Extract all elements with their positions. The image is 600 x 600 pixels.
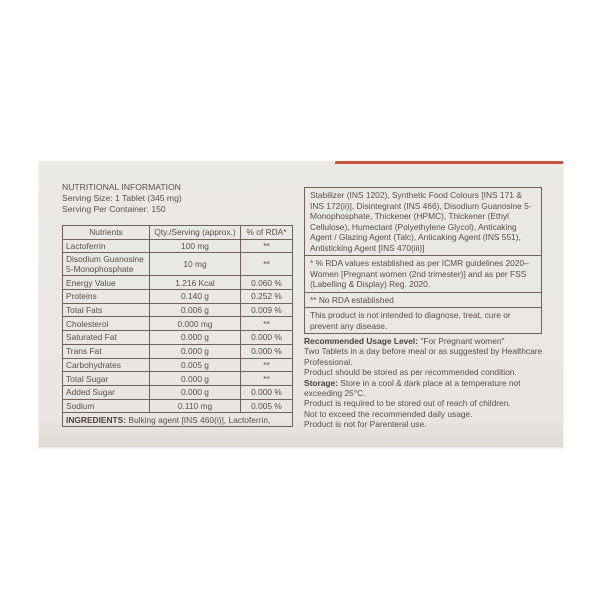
nutrient-quantity: 1.216 Kcal bbox=[150, 276, 241, 290]
dose-text: Two Tablets in a day before meal or as suggested by Healthcare Professional. bbox=[304, 346, 543, 367]
rda-note: * % RDA values established as per ICMR guidelines 2020–Women [Pregnant women (2nd trimester)] and as per FSS (Labelling & Display) Reg. 2020. bbox=[305, 256, 541, 293]
nutrient-rda: ** bbox=[241, 317, 293, 331]
nutrient-rda: ** bbox=[241, 372, 293, 386]
nutrient-name: Total Sugar bbox=[63, 372, 150, 386]
nutrient-name: Lactoferrin bbox=[63, 239, 150, 253]
nutrient-quantity: 0.140 g bbox=[150, 290, 241, 304]
table-row bbox=[63, 290, 293, 304]
ingredients-label: INGREDIENTS: bbox=[66, 414, 127, 425]
column-header: Qty./Serving (approx.) bbox=[150, 226, 241, 240]
nutrient-rda: ** bbox=[241, 358, 293, 372]
table-row bbox=[63, 385, 293, 399]
table-row bbox=[63, 317, 293, 331]
label-info-box bbox=[304, 187, 542, 334]
exceed-warning: Not to exceed the recommended daily usage. bbox=[304, 408, 473, 419]
nutrient-quantity: 10 mg bbox=[150, 253, 241, 276]
nutrient-rda: 0.000 % bbox=[241, 385, 293, 399]
nutrient-rda: 0.009 % bbox=[241, 303, 293, 317]
nutrient-name: Total Fats bbox=[63, 303, 150, 317]
nutrient-quantity: 0.006 g bbox=[150, 303, 241, 317]
nutrient-name: Added Sugar bbox=[63, 385, 150, 399]
column-header: % of RDA* bbox=[241, 226, 293, 240]
usage-section bbox=[304, 336, 554, 430]
usage-value: "For Pregnant women" bbox=[418, 336, 505, 346]
ingredients-continued: Stabilizer (INS 1202), Synthetic Food Colours [INS 171 & INS 172(ii)], Disintegrant (INS 466), Disodium Guanosine 5-Monophosphate, Thickener (HPMC), Thickener (Ethyl Cellulose), Humectant (Polyethylene Glycol), Anticaking Agent / Glazing Agent (Talc), Anticaking Agent (INS 551), Antisticking Agent [INS 470(iii)] bbox=[305, 188, 541, 256]
table-row bbox=[63, 303, 293, 317]
nutrient-name: Sodium bbox=[63, 399, 150, 413]
nutrient-quantity: 0.005 g bbox=[150, 358, 241, 372]
ingredients-text: Bulking agent [INS 460(i)], Lactoferrin, bbox=[126, 414, 271, 425]
table-header-row bbox=[63, 226, 293, 240]
disclaimer: This product is not intended to diagnose, treat, cure or prevent any disease. bbox=[310, 310, 511, 331]
nutrient-rda: 0.000 % bbox=[241, 331, 293, 345]
nutrient-quantity: 100 mg bbox=[150, 239, 241, 253]
parenteral-warning: Product is not for Parenteral use. bbox=[304, 419, 427, 430]
children-warning: Product is required to be stored out of reach of children. bbox=[304, 398, 511, 409]
nutrient-name: Carbohydrates bbox=[63, 358, 150, 372]
nutrient-quantity: 0.000 g bbox=[150, 344, 241, 358]
table-row bbox=[63, 344, 293, 358]
table-row bbox=[63, 358, 293, 372]
table-row bbox=[63, 372, 293, 386]
nutrient-quantity: 0.110 mg bbox=[150, 399, 241, 413]
table-row bbox=[63, 331, 293, 345]
table-row bbox=[63, 239, 293, 253]
nutrient-quantity: 0.000 g bbox=[150, 385, 241, 399]
table-row bbox=[63, 253, 293, 276]
nutrient-rda: 0.000 % bbox=[241, 344, 293, 358]
nutrient-name: Proteins bbox=[63, 290, 150, 304]
nutrient-rda: 0.252 % bbox=[241, 290, 293, 304]
nutrient-quantity: 0.000 g bbox=[150, 331, 241, 345]
nutrient-rda: ** bbox=[241, 239, 293, 253]
storage-label: Storage: bbox=[304, 377, 338, 388]
ingredients-row bbox=[63, 413, 293, 427]
nutrient-name: Disodium Guanosine 5-Monophosphate bbox=[63, 253, 150, 276]
serving-size: Serving Size: 1 Tablet (345 mg) bbox=[62, 193, 182, 203]
table-row bbox=[63, 276, 293, 290]
nutrient-name: Cholesterol bbox=[63, 317, 150, 331]
nutrition-table bbox=[62, 225, 293, 427]
servings-per-container: Serving Per Container: 150 bbox=[62, 204, 166, 214]
nutrition-title: NUTRITIONAL INFORMATION bbox=[62, 182, 181, 192]
nutrient-quantity: 0.000 mg bbox=[150, 317, 241, 331]
storage-text: Store in a cool & dark place at a temperature not exceeding 25°C. bbox=[304, 377, 521, 399]
usage-label: Recommended Usage Level: bbox=[304, 336, 419, 346]
nutrient-name: Saturated Fat bbox=[63, 331, 150, 345]
column-header: Nutrients bbox=[63, 226, 150, 240]
nutrient-name: Energy Value bbox=[63, 276, 150, 290]
nutrient-name: Trans Fat bbox=[63, 344, 150, 358]
store-condition: Product should be stored as per recommended condition. bbox=[304, 367, 517, 378]
nutrient-rda: ** bbox=[241, 253, 293, 276]
nutrition-header bbox=[62, 182, 182, 215]
table-row bbox=[63, 399, 293, 413]
nutrient-rda: 0.005 % bbox=[241, 399, 293, 413]
nutrient-rda: 0.060 % bbox=[241, 276, 293, 290]
box-edge-red-strip bbox=[335, 161, 563, 164]
ingredients-cell bbox=[63, 413, 293, 427]
nutrient-quantity: 0.000 g bbox=[150, 372, 241, 386]
no-rda-note: ** No RDA established bbox=[305, 293, 541, 309]
